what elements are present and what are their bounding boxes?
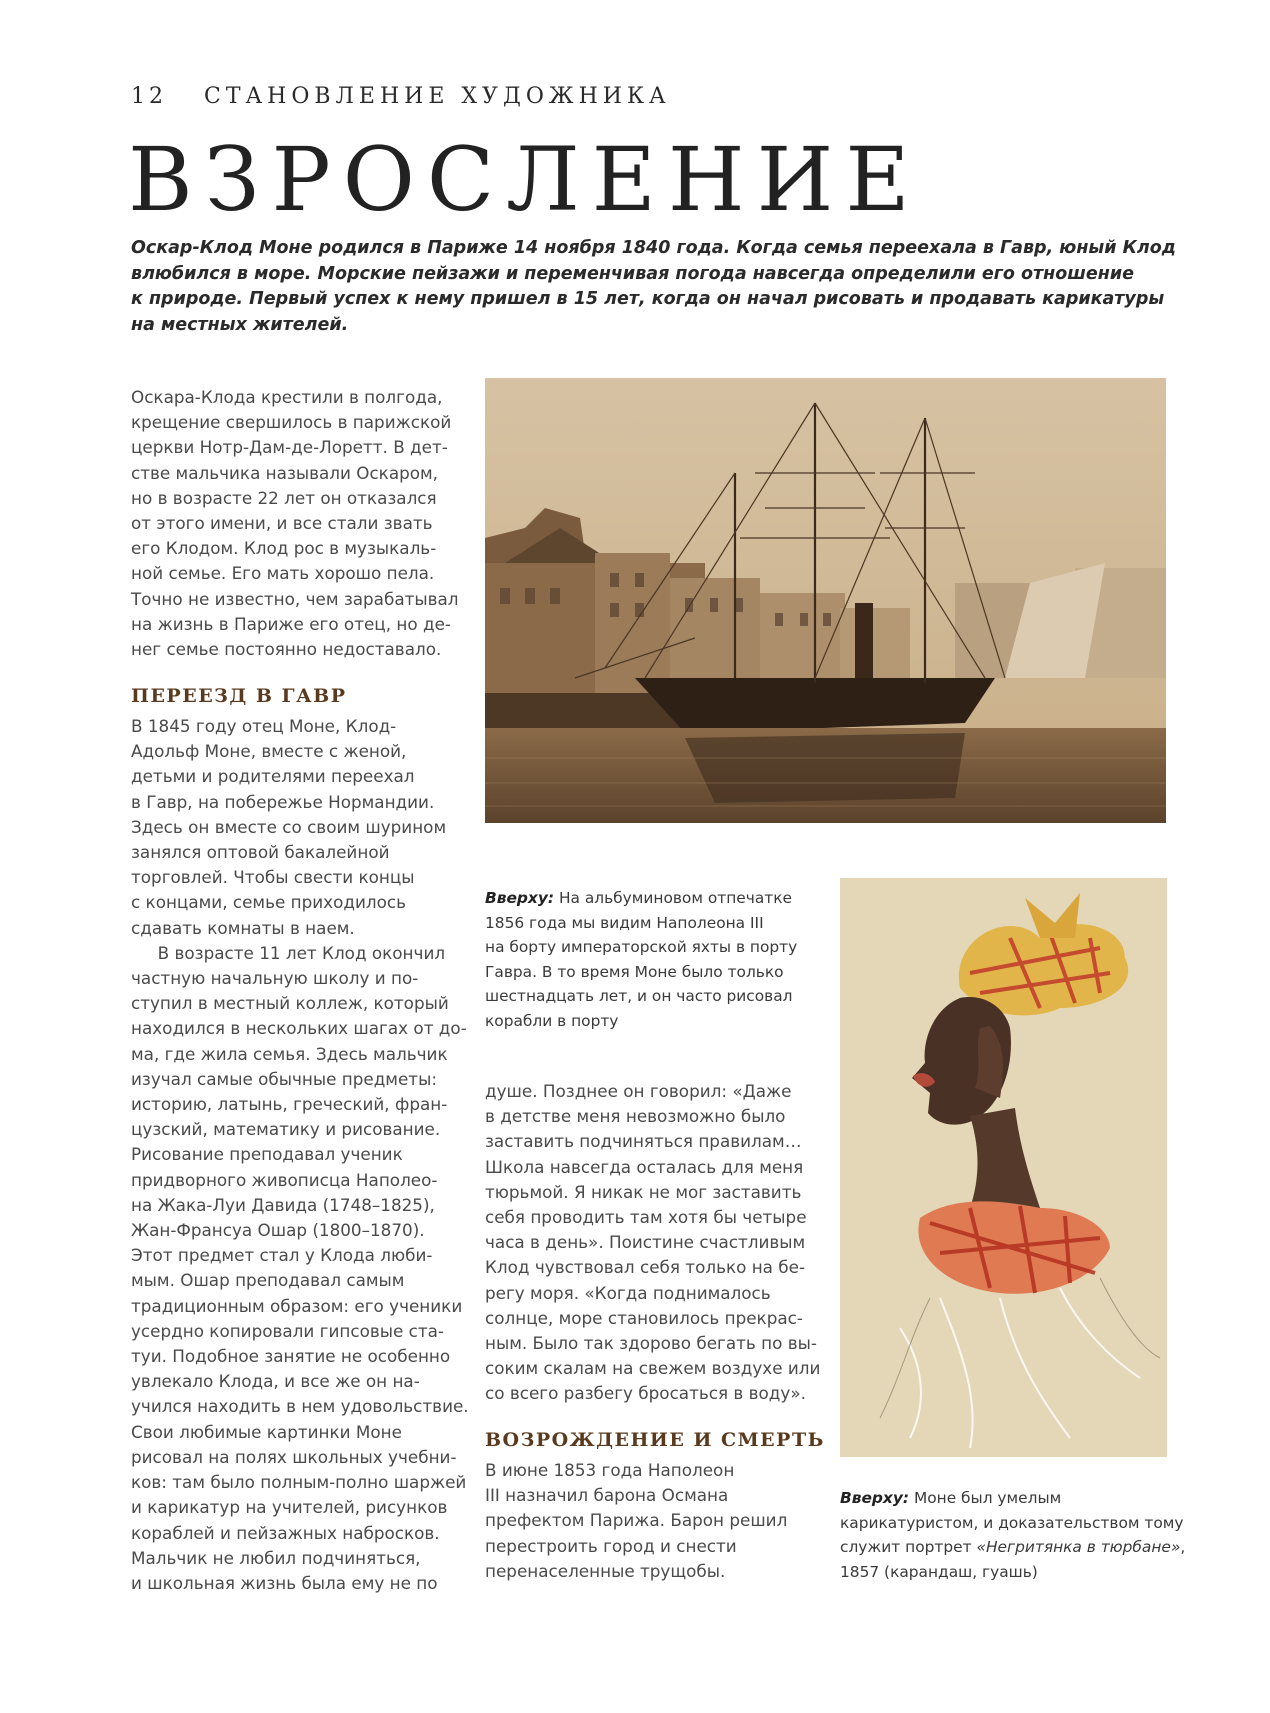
- body-text-line: Этот предмет стал у Клода люби-: [131, 1245, 433, 1266]
- body-text-line: нег семье постоянно недоставало.: [131, 639, 442, 660]
- body-text-line: учился находить в нем удовольствие.: [131, 1396, 469, 1417]
- caption-text: На альбуминовом отпечатке: [554, 889, 793, 907]
- body-text-line: усердно копировали гипсовые ста-: [131, 1320, 444, 1341]
- body-text-line: III назначил барона Османа: [485, 1485, 729, 1506]
- lead-line: Оскар-Клод Моне родился в Париже 14 ноября 1840 года. Когда семья переехала в Гавр, юный Клод: [131, 238, 1176, 258]
- body-text-line: с концами, семье приходилось: [131, 892, 406, 913]
- body-text-line: и карикатур на учителей, рисунков: [131, 1497, 448, 1518]
- lead-paragraph: [131, 236, 1176, 338]
- body-text-line: цузский, математику и рисование.: [131, 1119, 441, 1140]
- caption-line: шестнадцать лет, и он часто рисовал: [485, 987, 793, 1005]
- caption-text: служит портрет: [840, 1538, 977, 1556]
- body-text-line: Здесь он вместе со своим шурином: [131, 816, 447, 837]
- body-text-line: стве мальчика называли Оскаром,: [131, 462, 439, 483]
- body-text-line: В 1845 году отец Моне, Клод-: [131, 716, 397, 736]
- body-text-line: но в возрасте 22 лет он отказался: [131, 487, 437, 508]
- body-text-line: занялся оптовой бакалейной: [131, 842, 390, 863]
- body-text-line: его Клодом. Клод рос в музыкаль-: [131, 538, 437, 559]
- body-text-line: ной семье. Его мать хорошо пела.: [131, 563, 435, 584]
- body-text-line: Оскара-Клода крестили в полгода,: [131, 387, 443, 407]
- body-text-line: придворного живописца Наполео-: [131, 1169, 438, 1190]
- caption-label: Вверху:: [840, 1489, 910, 1507]
- section-heading-revival-and-death: ВОЗРОЖДЕНИЕ И СМЕРТЬ: [485, 1429, 825, 1451]
- page-number: 12: [131, 84, 167, 109]
- body-text-line: сдавать комнаты в наем.: [131, 917, 355, 938]
- caption-line: [840, 1535, 1185, 1560]
- body-text-line: перенаселенные трущобы.: [485, 1560, 726, 1581]
- body-text-line: ступил в местный коллеж, который: [131, 993, 449, 1014]
- body-text-line: историю, латынь, греческий, фран-: [131, 1094, 448, 1115]
- body-text-line: солнце, море становилось прекрас-: [485, 1307, 803, 1328]
- body-text-line: на Жака-Луи Давида (1748–1825),: [131, 1194, 435, 1215]
- column-1-intro: [131, 385, 471, 662]
- caption-text: ,: [1180, 1538, 1186, 1556]
- body-text-line: традиционным образом: его ученики: [131, 1295, 463, 1316]
- body-text-line: В возрасте 11 лет Клод окончил: [131, 942, 446, 963]
- caption-line: Гавра. В то время Моне было только: [485, 962, 784, 981]
- caption-text: Моне был умелым: [909, 1489, 1062, 1507]
- body-text-line: соким скалам на свежем воздухе или: [485, 1358, 821, 1379]
- body-text-line: в Гавр, на побережье Нормандии.: [131, 791, 435, 812]
- body-text-line: от этого имени, и все стали звать: [131, 513, 433, 534]
- body-text-line: префектом Парижа. Барон решил: [485, 1510, 788, 1531]
- body-text-line: В июне 1853 года Наполеон: [485, 1460, 735, 1480]
- body-text-line: часа в день». Поистине счастливым: [485, 1232, 806, 1253]
- page-header: [131, 84, 1131, 118]
- artwork-title: «Негритянка в тюрбане»: [976, 1538, 1181, 1556]
- body-text-line: крещение свершилось в парижской: [131, 412, 452, 433]
- body-text-line: церкви Нотр-Дам-де-Лоретт. В дет-: [131, 437, 448, 458]
- body-text-line: тюрьмой. Я никак не мог заставить: [485, 1181, 802, 1202]
- lead-line: на местных жителей.: [131, 314, 349, 335]
- body-text-line: изучал самые обычные предметы:: [131, 1068, 437, 1089]
- column-2-continued: [485, 1079, 825, 1407]
- body-text-line: регу моря. «Когда поднималось: [485, 1282, 771, 1303]
- lead-line: влюбился в море. Морские пейзажи и переменчивая погода навсегда определили его отношение: [131, 263, 1134, 284]
- portrait-sketch: [840, 878, 1167, 1457]
- body-text-line: Школа навсегда осталась для меня: [485, 1156, 804, 1177]
- caption-line: 1857 (карандаш, гуашь): [840, 1562, 1038, 1581]
- caption-line: на борту императорской яхты в порту: [485, 938, 798, 956]
- body-text-line: ков: там было полным-полно шаржей: [131, 1472, 467, 1493]
- sketch-caption: [840, 1486, 1185, 1584]
- harbor-ship-photo: [485, 378, 1166, 823]
- body-text-line: частную начальную школу и по-: [131, 968, 419, 989]
- lead-line: к природе. Первый успех к нему пришел в 15 лет, когда он начал рисовать и продавать карикатуры: [131, 289, 1165, 309]
- body-text-line: кораблей и пейзажных набросков.: [131, 1522, 440, 1543]
- page-title: ВЗРОСЛЕНИЕ: [128, 128, 922, 231]
- body-text-line: ным. Было так здорово бегать по вы-: [485, 1333, 817, 1354]
- body-text-line: ма, где жила семья. Здесь мальчик: [131, 1043, 448, 1064]
- body-text-line: увлекало Клода, и все же он на-: [131, 1371, 420, 1392]
- body-text-line: рисовал на полях школьных учебни-: [131, 1446, 457, 1467]
- body-text-line: Точно не известно, чем зарабатывал: [131, 588, 459, 609]
- caption-line: [840, 1486, 1185, 1511]
- section-heading-move-to-havre: ПЕРЕЕЗД В ГАВР: [131, 685, 347, 707]
- body-text-line: детьми и родителями переехал: [131, 766, 415, 787]
- caption-label: Вверху:: [485, 889, 555, 907]
- body-text-line: душе. Позднее он говорил: «Даже: [485, 1081, 792, 1101]
- body-text-line: в детстве меня невозможно было: [485, 1106, 786, 1127]
- caption-line: [485, 886, 797, 911]
- body-text-line: торговлей. Чтобы свести концы: [131, 867, 415, 888]
- body-text-line: себя проводить там хотя бы четыре: [485, 1207, 807, 1228]
- caption-line: корабли в порту: [485, 1011, 619, 1030]
- body-text-line: заставить подчиняться правилам…: [485, 1131, 802, 1152]
- body-text-line: Жан-Франсуа Ошар (1800–1870).: [131, 1220, 425, 1241]
- body-text-line: находился в нескольких шагах от до-: [131, 1018, 467, 1039]
- body-text-line: туи. Подобное занятие не особенно: [131, 1346, 451, 1367]
- column-2-body: [485, 1458, 787, 1584]
- body-text-line: Мальчик не любил подчиняться,: [131, 1547, 421, 1568]
- body-text-line: и школьная жизнь была ему не по: [131, 1572, 438, 1593]
- body-text-line: Свои любимые картинки Моне: [131, 1421, 402, 1442]
- caption-line: 1856 года мы видим Наполеона III: [485, 913, 764, 932]
- body-text-line: Адольф Моне, вместе с женой,: [131, 741, 407, 762]
- body-text-line: со всего разбегу бросаться в воду».: [485, 1383, 806, 1404]
- section-title: СТАНОВЛЕНИЕ ХУДОЖНИКА: [204, 84, 671, 109]
- caption-line: карикатуристом, и доказательством тому: [840, 1513, 1184, 1532]
- column-1-body: [131, 714, 469, 1596]
- body-text-line: перестроить город и снести: [485, 1535, 737, 1556]
- body-text-line: Рисование преподавал ученик: [131, 1144, 403, 1165]
- body-text-line: Клод чувствовал себя только на бе-: [485, 1257, 806, 1278]
- body-text-line: мым. Ошар преподавал самым: [131, 1270, 405, 1291]
- body-text-line: на жизнь в Париже его отец, но де-: [131, 613, 451, 634]
- photo-caption: [485, 886, 797, 1033]
